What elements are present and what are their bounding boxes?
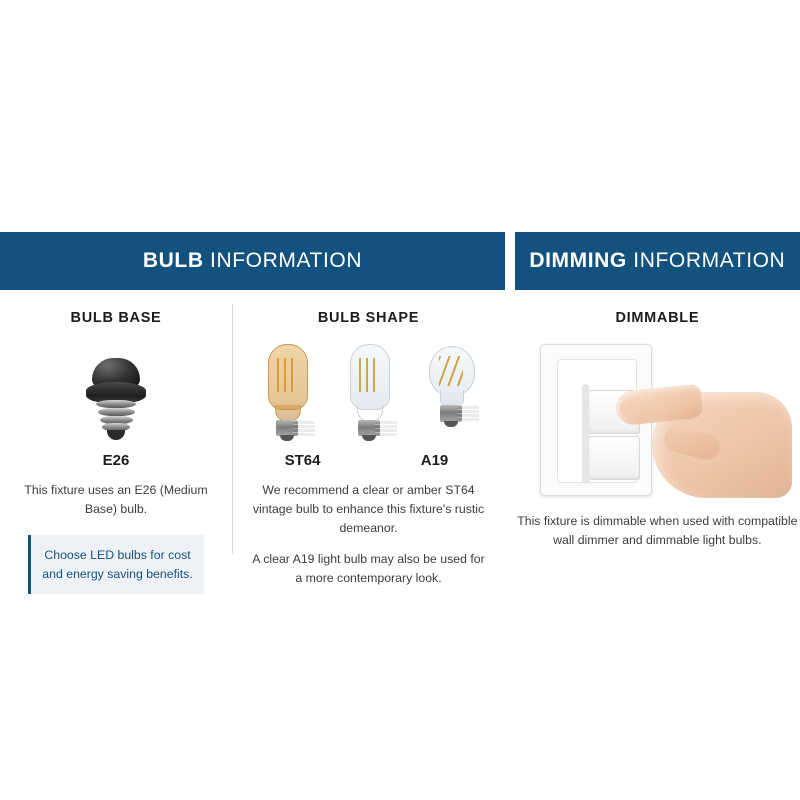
column-bulb-shape — [232, 310, 505, 594]
bulb-base-label-row — [18, 452, 214, 469]
dimmable-paragraph: This fixture is dimmable when used with compatible wall dimmer and dimmable light bulbs. — [517, 514, 798, 548]
bulb-information-banner — [0, 232, 505, 290]
dimming-banner-light-text: INFORMATION — [626, 249, 786, 272]
hand-illustration — [616, 358, 784, 498]
bulb-shape-title: BULB SHAPE — [317, 310, 420, 326]
led-callout: Choose LED bulbs for cost and energy saving benefits. — [28, 535, 204, 594]
dimming-information-body — [515, 290, 800, 550]
panel-gap — [505, 232, 515, 572]
clear-a19-bulb-icon — [423, 344, 479, 440]
panel-bulb-information — [0, 232, 505, 586]
dimmer-slider-slot — [582, 384, 589, 484]
bulb-base-paragraph: This fixture uses an E26 (Medium Base) bulb. — [24, 483, 208, 517]
bulb-shape-label-row — [248, 452, 489, 469]
clear-st64-bulb-icon — [341, 344, 397, 440]
dimmable-title: DIMMABLE — [615, 310, 700, 326]
bulb-banner-bold-text: BULB — [142, 249, 204, 272]
bulb-shape-paragraph-1: We recommend a clear or amber ST64 vintage bulb to enhance this fixture's rustic demeanor. — [252, 483, 485, 536]
bulb-shape-label-st64: ST64 — [284, 452, 321, 469]
e26-socket-icon — [84, 358, 148, 440]
hand-pressing-wall-dimmer-icon — [532, 340, 782, 500]
panel-dimming-information — [515, 232, 800, 572]
bulb-shape-label-a19: A19 — [420, 452, 449, 469]
dimming-banner-bold-text: DIMMING — [529, 249, 627, 272]
bulb-information-columns — [0, 310, 505, 594]
amber-st64-bulb-icon — [259, 344, 315, 440]
bulb-base-title: BULB BASE — [70, 310, 162, 326]
bulb-banner-light-text: INFORMATION — [203, 249, 363, 272]
bulb-shape-paragraph-2: A clear A19 light bulb may also be used for a more contemporary look. — [252, 552, 485, 586]
bulb-base-artwork — [18, 340, 214, 440]
bulb-base-label-e26: E26 — [102, 452, 130, 469]
column-bulb-base — [0, 310, 232, 594]
dimming-information-banner — [515, 232, 800, 290]
bulb-information-body — [0, 290, 505, 594]
infographic-panels — [0, 232, 800, 586]
bulb-shape-artwork — [248, 340, 489, 440]
